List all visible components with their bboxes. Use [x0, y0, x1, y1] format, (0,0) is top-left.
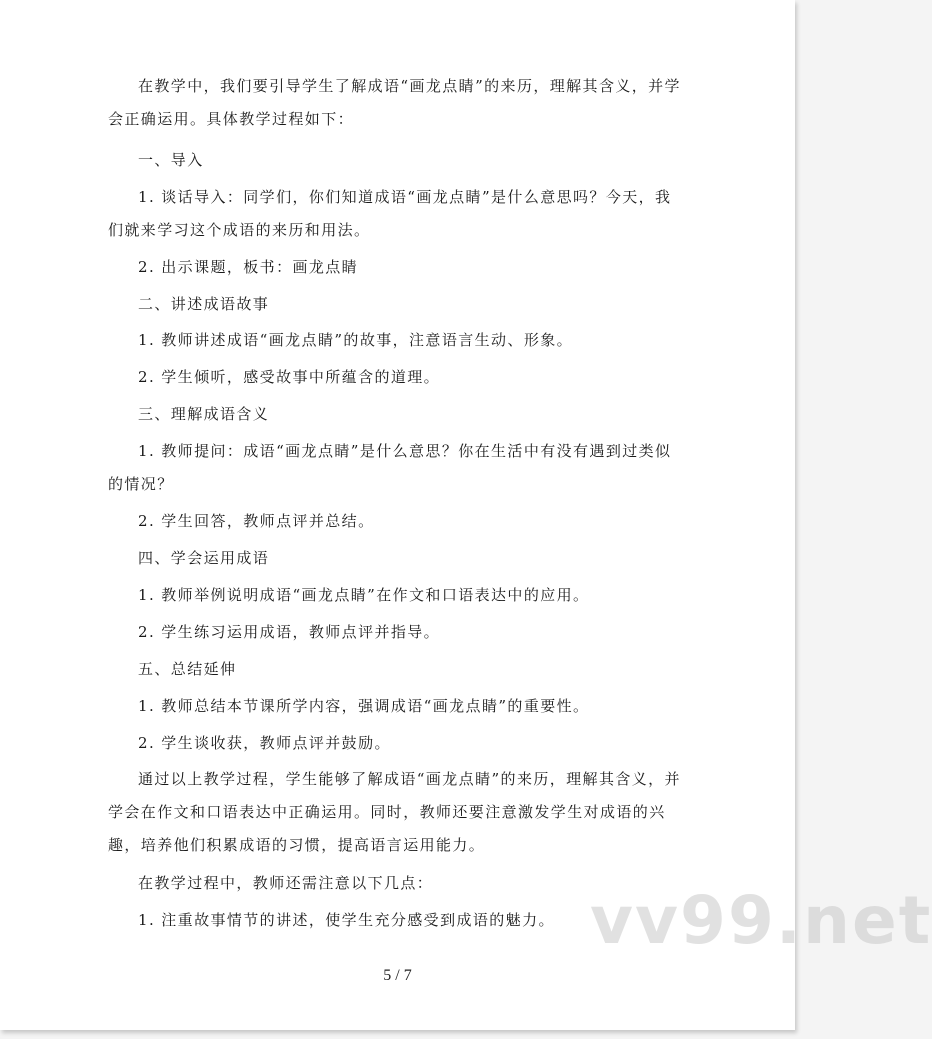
paragraph-1-2: 2. 出示课题，板书：画龙点睛 [138, 258, 359, 276]
paragraph-3-1: 1. 教师提问：成语“画龙点睛”是什么意思？你在生活中有没有遇到过类似的情况？ [108, 442, 672, 493]
paragraph-notes-intro: 在教学过程中，教师还需注意以下几点： [138, 874, 434, 892]
page-number: 5 / 7 [383, 967, 412, 984]
paragraph-note-1: 1. 注重故事情节的讲述，使学生充分感受到成语的魅力。 [138, 911, 555, 929]
heading-section-5: 五、总结延伸 [138, 660, 237, 678]
paragraph-4-1: 1. 教师举例说明成语“画龙点睛”在作文和口语表达中的应用。 [138, 586, 590, 604]
paragraph-intro: 在教学中，我们要引导学生了解成语“画龙点睛”的来历，理解其含义，并学会正确运用。具体教学过程如下： [108, 77, 681, 128]
heading-section-2: 二、讲述成语故事 [138, 295, 270, 313]
heading-section-4: 四、学会运用成语 [138, 549, 270, 567]
heading-section-1: 一、导入 [138, 151, 204, 169]
paragraph-5-2: 2. 学生谈收获，教师点评并鼓励。 [138, 734, 391, 752]
paragraph-2-1: 1. 教师讲述成语“画龙点睛”的故事，注意语言生动、形象。 [138, 331, 574, 349]
paragraph-2-2: 2. 学生倾听，感受故事中所蕴含的道理。 [138, 368, 441, 386]
paragraph-5-1: 1. 教师总结本节课所学内容，强调成语“画龙点睛”的重要性。 [138, 697, 590, 715]
heading-section-3: 三、理解成语含义 [138, 405, 270, 423]
paragraph-1-1: 1. 谈话导入：同学们，你们知道成语“画龙点睛”是什么意思吗？今天，我们就来学习这个成语的来历和用法。 [108, 188, 672, 239]
paragraph-4-2: 2. 学生练习运用成语，教师点评并指导。 [138, 623, 441, 641]
paragraph-3-2: 2. 学生回答，教师点评并总结。 [138, 512, 375, 530]
watermark: vv99.net [590, 882, 932, 959]
paragraph-summary: 通过以上教学过程，学生能够了解成语“画龙点睛”的来历，理解其含义，并学会在作文和口语表达中正确运用。同时，教师还要注意激发学生对成语的兴趣，培养他们积累成语的习惯，提高语言运用能力。 [108, 770, 681, 854]
